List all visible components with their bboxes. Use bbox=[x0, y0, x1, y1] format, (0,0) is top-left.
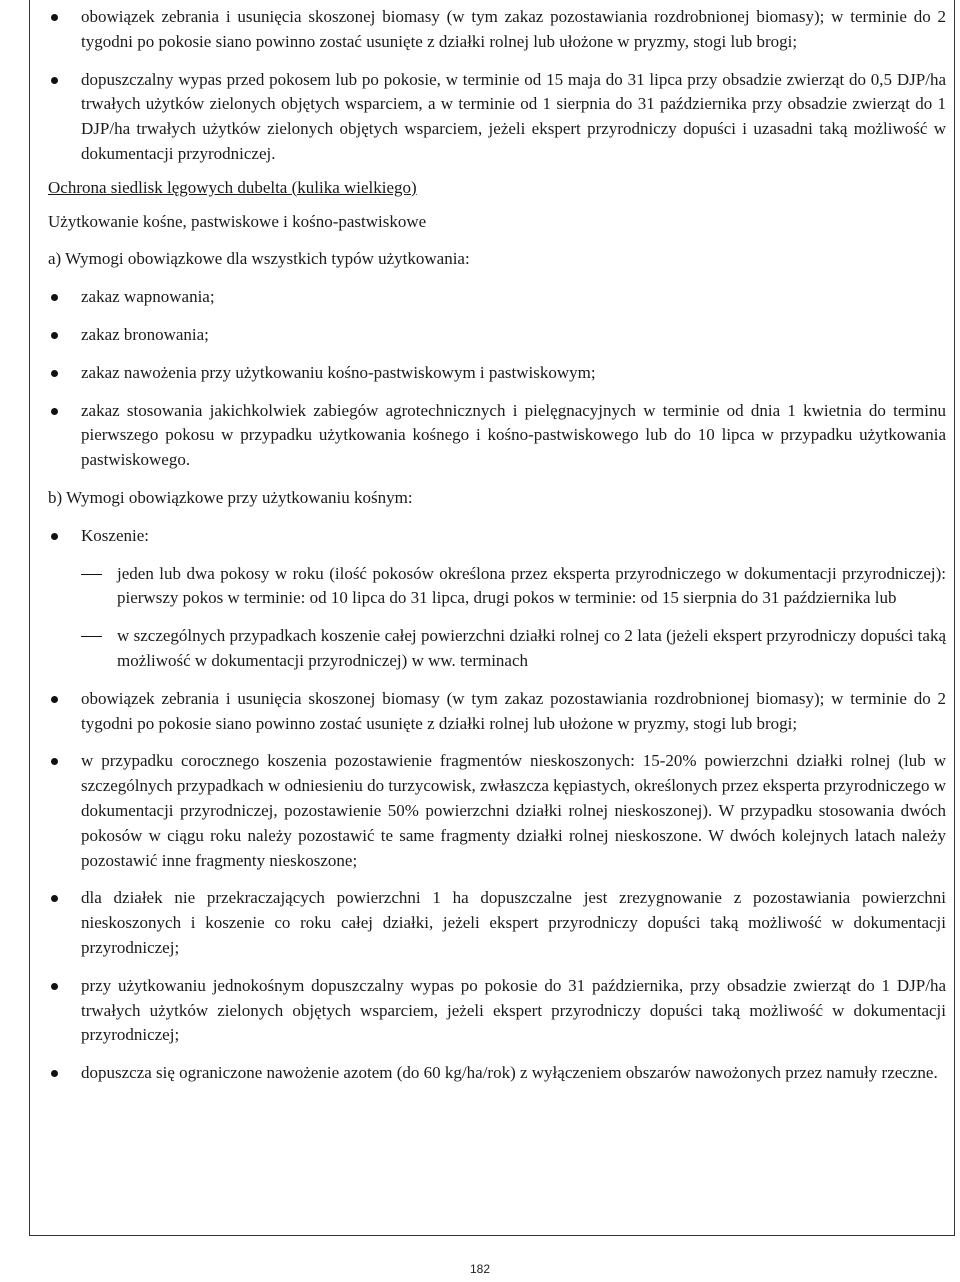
bullet-icon bbox=[51, 1070, 58, 1077]
list-item bbox=[48, 687, 946, 737]
bullet-icon bbox=[51, 533, 58, 540]
bullet-icon bbox=[51, 983, 58, 990]
list-item bbox=[48, 323, 946, 348]
list-item-text: Koszenie: bbox=[81, 525, 149, 545]
list-item bbox=[48, 68, 946, 167]
bullet-icon bbox=[51, 895, 58, 902]
sub-list-item bbox=[48, 624, 946, 674]
bullet-icon bbox=[51, 294, 58, 301]
list-item bbox=[48, 399, 946, 473]
list-item bbox=[48, 5, 946, 55]
list-item-text: zakaz nawożenia przy użytkowaniu kośno-pastwiskowym i pastwiskowym; bbox=[81, 362, 596, 382]
bullet-icon bbox=[51, 758, 58, 765]
sub-list-item-text: w szczególnych przypadkach koszenie całej powierzchni działki rolnej co 2 lata (jeżeli ekspert przyrodniczy dopuści taką możliwość w dokumentacji przyrodniczej) w ww. terminach bbox=[117, 626, 946, 670]
list-item-text: dopuszczalny wypas przed pokosem lub po pokosie, w terminie od 15 maja do 31 lipca przy obsadzie zwierząt do 0,5 DJP/ha trwałych użytków zielonych objętych wsparciem, a w terminie od 1 sierpnia do 31 października przy obsadzie zwierząt do 1 DJP/ha trwałych użytków zielonych objętych wsparciem, jeżeli ekspert przyrodniczy dopuści i uzasadni taką możliwość w dokumentacji przyrodniczej. bbox=[81, 69, 946, 163]
page-number: 182 bbox=[469, 1262, 491, 1276]
list-item bbox=[48, 285, 946, 310]
list-item bbox=[48, 361, 946, 386]
document-body bbox=[48, 0, 946, 1086]
bullet-icon bbox=[51, 370, 58, 377]
list-item bbox=[48, 524, 946, 549]
dash-icon bbox=[81, 636, 102, 637]
list-item bbox=[48, 1061, 946, 1086]
dash-icon bbox=[81, 574, 102, 575]
list-item-text: dla działek nie przekraczających powierzchni 1 ha dopuszczalne jest zrezygnowanie z pozostawiania powierzchni nieskoszonych i koszenie co roku całej działki, jeżeli ekspert przyrodniczy dopuści taką możliwość w dokumentacji przyrodniczej; bbox=[81, 888, 946, 957]
list-item-text: zakaz bronowania; bbox=[81, 324, 209, 344]
list-item bbox=[48, 886, 946, 960]
list-item-text: zakaz wapnowania; bbox=[81, 287, 215, 307]
paragraph: Użytkowanie kośne, pastwiskowe i kośno-pastwiskowe bbox=[48, 211, 427, 231]
list-item-text: obowiązek zebrania i usunięcia skoszonej biomasy (w tym zakaz pozostawiania rozdrobnionej biomasy); w terminie do 2 tygodni po pokosie siano powinno zostać usunięte z działki rolnej lub ułożone w pryzmy, stogi lub brogi; bbox=[81, 7, 946, 51]
bullet-icon bbox=[51, 408, 58, 415]
sub-list-item-text: jeden lub dwa pokosy w roku (ilość pokosów określona przez eksperta przyrodniczego w dokumentacji przyrodniczej): pierwszy pokos w terminie: od 10 lipca do 31 lipca, drugi pokos w terminie: od 15 sierpnia do 31 października lub bbox=[117, 563, 946, 608]
list-item-text: przy użytkowaniu jednokośnym dopuszczalny wypas po pokosie do 31 października, przy obsadzie zwierząt do 1 DJP/ha trwałych użytków zielonych objętych wsparciem, jeżeli ekspert przyrodniczy dopuści taką możliwość w dokumentacji przyrodniczej; bbox=[81, 975, 946, 1045]
section-heading: Ochrona siedlisk lęgowych dubelta (kulika wielkiego) bbox=[48, 177, 417, 197]
list-item-text: w przypadku corocznego koszenia pozostawienie fragmentów nieskoszonych: 15-20% powierzchni działki rolnej (lub w szczególnych przypadkach w odniesieniu do turzycowisk, zwłaszcza kępiastych, określonych przez eksperta przyrodniczego w dokumentacji przyrodniczej, pozostawienie 50% powierzchni działki rolnej nieskoszonej). W przypadku stosowania dwóch pokosów w ciągu roku należy pozostawić te same fragmenty działki rolnej nieskoszone. W dwóch kolejnych latach należy pozostawić inne fragmenty nieskoszone; bbox=[81, 751, 946, 870]
list-item-text: zakaz stosowania jakichkolwiek zabiegów agrotechnicznych i pielęgnacyjnych w terminie od dnia 1 kwietnia do terminu pierwszego pokosu w przypadku użytkowania kośnego i kośno-pastwiskowego lub do 10 lipca w przypadku użytkowania pastwiskowego. bbox=[81, 400, 946, 470]
bullet-icon bbox=[51, 14, 58, 21]
list-item bbox=[48, 749, 946, 873]
paragraph: a) Wymogi obowiązkowe dla wszystkich typów użytkowania: bbox=[48, 249, 470, 269]
list-item-text: obowiązek zebrania i usunięcia skoszonej biomasy (w tym zakaz pozostawiania rozdrobnionej biomasy); w terminie do 2 tygodni po pokosie siano powinno zostać usunięte z działki rolnej lub ułożone w pryzmy, stogi lub brogi; bbox=[81, 688, 946, 733]
bullet-icon bbox=[51, 332, 58, 339]
list-item bbox=[48, 974, 946, 1048]
list-item-text: dopuszcza się ograniczone nawożenie azotem (do 60 kg/ha/rok) z wyłączeniem obszarów nawożonych przez namuły rzeczne. bbox=[81, 1063, 938, 1083]
bullet-icon bbox=[51, 77, 58, 84]
paragraph: b) Wymogi obowiązkowe przy użytkowaniu kośnym: bbox=[48, 487, 413, 507]
sub-list-item bbox=[48, 562, 946, 612]
bullet-icon bbox=[51, 696, 58, 703]
